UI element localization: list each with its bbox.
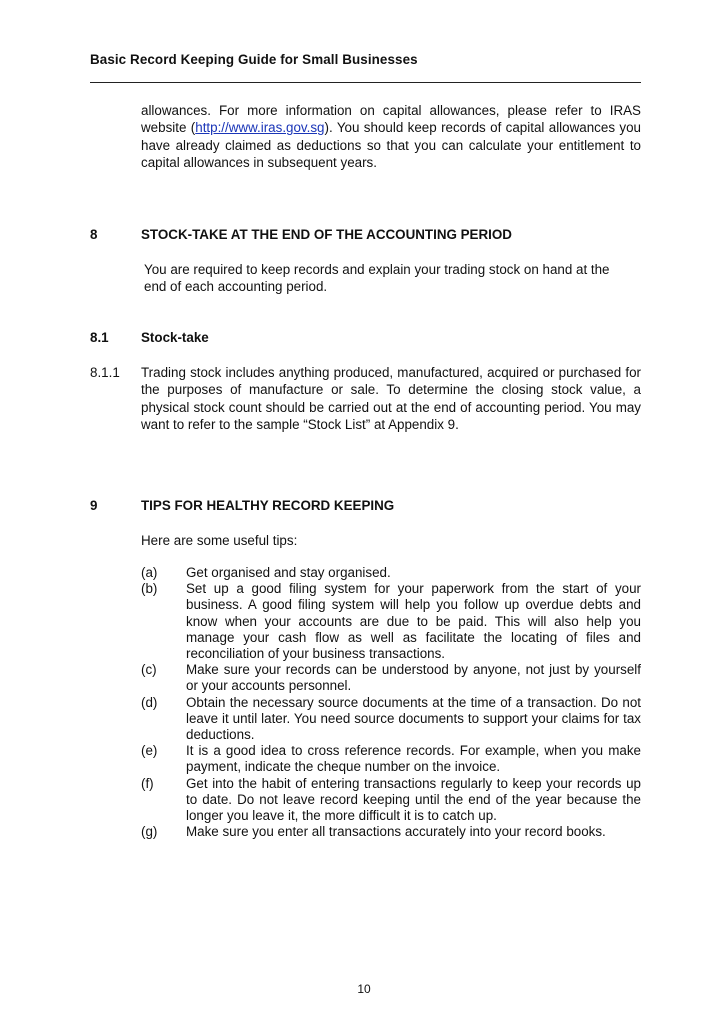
intro-text-before-link: allowances. For more information on capital allowances, please refer to IRAS website ( <box>141 103 641 136</box>
page-number: 10 <box>357 982 371 996</box>
page-header-title: Basic Record Keeping Guide for Small Businesses <box>90 52 418 67</box>
tip-label: (c) <box>141 662 157 678</box>
section-8-1-number: 8.1 <box>90 330 109 345</box>
tip-label: (d) <box>141 694 158 710</box>
tips-list <box>141 565 641 840</box>
tip-label: (g) <box>141 824 158 840</box>
tip-label: (b) <box>141 581 158 597</box>
section-9-heading: TIPS FOR HEALTHY RECORD KEEPING <box>141 498 395 513</box>
tip-label: (a) <box>141 565 158 580</box>
section-8-1-heading: Stock-take <box>141 330 209 345</box>
tip-text: Make sure you enter all transactions accurately into your record books. <box>186 824 606 840</box>
tip-text: Get into the habit of entering transactions regularly to keep your records up to date. Do not leave record keeping until the end of the year because the longer you leave it, the more difficult it is to catch up. <box>186 775 641 824</box>
tip-item-e <box>141 743 641 775</box>
section-8-body: You are required to keep records and explain your trading stock on hand at the end of each accounting period. <box>144 262 610 295</box>
intro-text-after-link: ). You should keep records of capital allowances you have already claimed as deductions so that you can calculate your entitlement to capital allowances in subsequent years. <box>141 120 641 171</box>
section-9-number: 9 <box>90 498 98 513</box>
tip-item-f <box>141 776 641 825</box>
section-8-number: 8 <box>90 227 98 242</box>
intro-paragraph <box>141 102 641 172</box>
header-divider <box>90 82 641 83</box>
section-8-1-1-number: 8.1.1 <box>90 365 120 380</box>
section-8-heading: STOCK-TAKE AT THE END OF THE ACCOUNTING PERIOD <box>141 227 512 242</box>
tip-text: Set up a good filing system for your paperwork from the start of your business. A good filing system will help you follow up overdue debts and know when your accounts are due to be paid. This will also help you manage your cash flow as well as facilitate the locating of files and reconciliation of your business transactions. <box>186 581 641 662</box>
tip-text: Make sure your records can be understood by anyone, not just by yourself or your accounts personnel. <box>186 662 641 694</box>
tip-item-b <box>141 581 641 662</box>
section-9-intro: Here are some useful tips: <box>141 533 298 548</box>
tip-text: It is a good idea to cross reference records. For example, when you make payment, indicate the cheque number on the invoice. <box>186 743 641 775</box>
tip-item-c <box>141 662 641 694</box>
iras-website-link[interactable]: http://www.iras.gov.sg <box>195 120 325 136</box>
tip-item-a <box>141 565 641 581</box>
tip-text: Obtain the necessary source documents at the time of a transaction. Do not leave it until later. You need source documents to support your claims for tax deductions. <box>186 694 641 743</box>
tip-item-d <box>141 695 641 744</box>
tip-label: (f) <box>141 775 154 791</box>
tip-item-g <box>141 824 641 840</box>
tip-label: (e) <box>141 743 158 759</box>
tip-text: Get organised and stay organised. <box>186 565 391 580</box>
section-8-1-1-body: Trading stock includes anything produced, manufactured, acquired or purchased for the purposes of manufacture or sale. To determine the closing stock value, a physical stock count should be carried out at the end of accounting period. You may want to refer to the sample “Stock List” at Appendix 9. <box>141 365 641 433</box>
